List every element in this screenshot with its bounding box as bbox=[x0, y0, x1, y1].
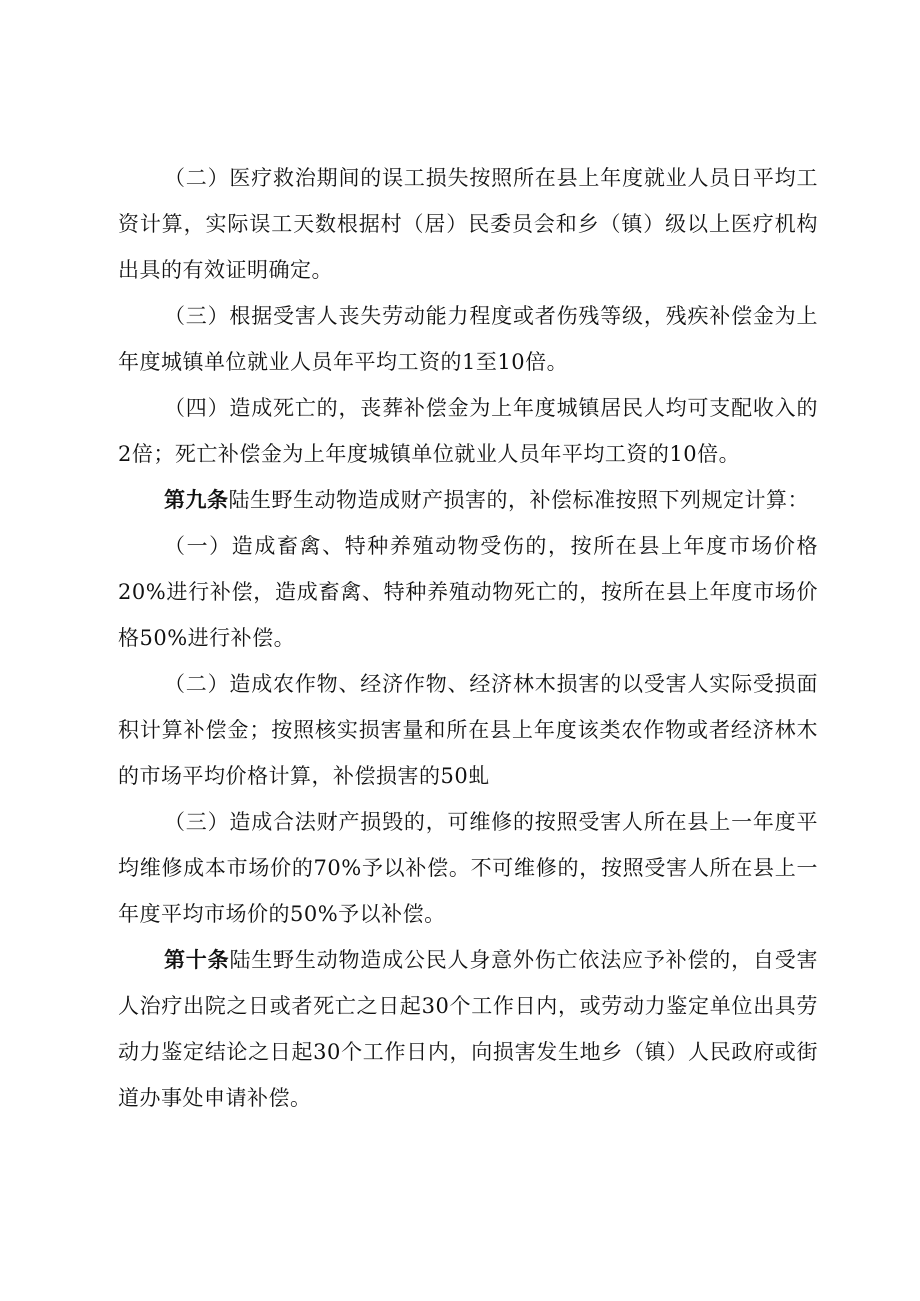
paragraph-crop-compensation bbox=[118, 661, 818, 799]
paragraph-text: 陆生野生动物造成财产损害的，补偿标准按照下列规定计算： bbox=[228, 488, 809, 512]
document-body bbox=[118, 155, 818, 1121]
paragraph-death-compensation bbox=[118, 385, 818, 477]
paragraph-text: （二）医疗救治期间的误工损失按照所在县上年度就业人员日平均工资计算，实际误工天数根据村（居）民委员会和乡（镇）级以上医疗机构出具的有效证明确定。 bbox=[118, 166, 818, 282]
paragraph-lost-wages bbox=[118, 155, 818, 293]
article-title: 第九条 bbox=[164, 488, 229, 512]
article-title: 第十条 bbox=[164, 948, 230, 972]
paragraph-article-10 bbox=[118, 937, 818, 1121]
paragraph-livestock-compensation bbox=[118, 523, 818, 661]
paragraph-disability-compensation bbox=[118, 293, 818, 385]
paragraph-text: （二）造成农作物、经济作物、经济林木损害的以受害人实际受损面积计算补偿金；按照核实损害量和所在县上年度该类农作物或者经济林木的市场平均价格计算，补偿损害的50虬 bbox=[118, 672, 818, 788]
paragraph-text: （三）根据受害人丧失劳动能力程度或者伤残等级，残疾补偿金为上年度城镇单位就业人员年平均工资的1至10倍。 bbox=[118, 304, 818, 374]
paragraph-text: （三）造成合法财产损毁的，可维修的按照受害人所在县上一年度平均维修成本市场价的70%予以补偿。不可维修的，按照受害人所在县上一年度平均市场价的50%予以补偿。 bbox=[118, 810, 818, 926]
paragraph-property-compensation bbox=[118, 799, 818, 937]
paragraph-text: （四）造成死亡的，丧葬补偿金为上年度城镇居民人均可支配收入的2倍；死亡补偿金为上年度城镇单位就业人员年平均工资的10倍。 bbox=[118, 396, 818, 466]
paragraph-text: 陆生野生动物造成公民人身意外伤亡依法应予补偿的，自受害人治疗出院之日或者死亡之日起30个工作日内，或劳动力鉴定单位出具劳动力鉴定结论之日起30个工作日内，向损害发生地乡（镇）人民政府或街道办事处申请补偿。 bbox=[118, 948, 819, 1110]
paragraph-text: （一）造成畜禽、特种养殖动物受伤的，按所在县上年度市场价格20%进行补偿，造成畜禽、特种养殖动物死亡的，按所在县上年度市场价格50%进行补偿。 bbox=[118, 534, 818, 650]
paragraph-article-9 bbox=[118, 477, 818, 523]
